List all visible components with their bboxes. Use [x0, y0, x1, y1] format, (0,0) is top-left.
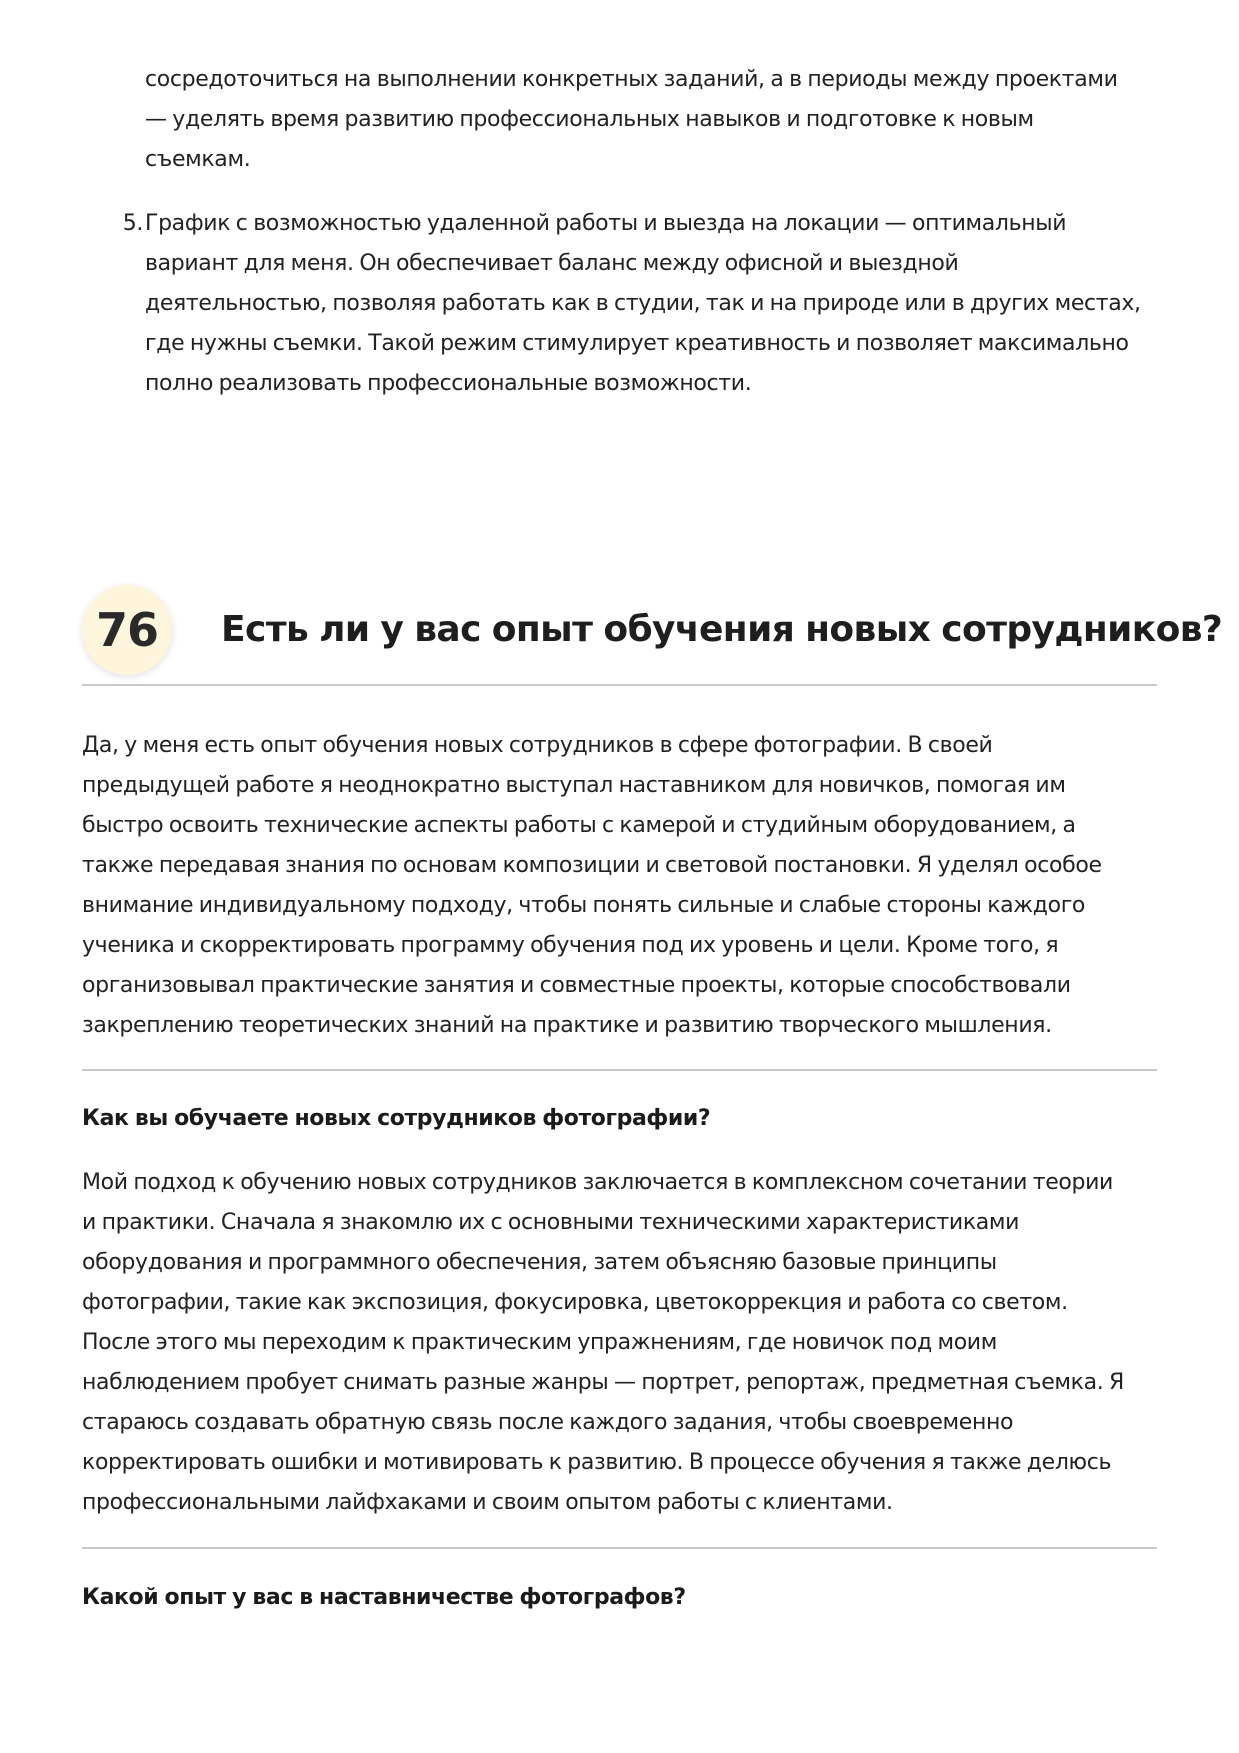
- text-line: фотографии, такие как экспозиция, фокусировка, цветокоррекция и работа со светом.: [82, 1290, 1068, 1315]
- question-number-badge: 76: [82, 585, 172, 675]
- list-number: 5.: [122, 211, 143, 236]
- text-line: Мой подход к обучению новых сотрудников заключается в комплексном сочетании теории: [82, 1170, 1114, 1195]
- text-line: ученика и скорректировать программу обучения под их уровень и цели. Кроме того, я: [82, 933, 1059, 958]
- text-line: закреплению теоретических знаний на практике и развитию творческого мышления.: [82, 1013, 1052, 1038]
- text-line: График с возможностью удаленной работы и выезда на локации — оптимальный: [145, 211, 1067, 236]
- text-line: также передавая знания по основам композиции и световой постановки. Я уделял особое: [82, 853, 1102, 878]
- text-line: вариант для меня. Он обеспечивает баланс между офисной и выездной: [145, 251, 959, 276]
- text-line: и практики. Сначала я знакомлю их с основными техническими характеристиками: [82, 1210, 1020, 1235]
- section-divider: [82, 1547, 1157, 1549]
- text-line: полно реализовать профессиональные возможности.: [145, 371, 752, 396]
- text-line: — уделять время развитию профессиональных навыков и подготовке к новым: [145, 107, 1034, 132]
- answer-paragraph: [82, 726, 1162, 1046]
- text-line: оборудования и программного обеспечения, затем объясняю базовые принципы: [82, 1250, 997, 1275]
- sub-question-title: Как вы обучаете новых сотрудников фотографии?: [82, 1106, 711, 1131]
- list-item-continuation: [145, 60, 1155, 180]
- text-line: стараюсь создавать обратную связь после каждого задания, чтобы своевременно: [82, 1410, 1014, 1435]
- text-line: профессиональными лайфхаками и своим опытом работы с клиентами.: [82, 1490, 893, 1515]
- text-line: После этого мы переходим к практическим упражнениям, где новичок под моим: [82, 1330, 998, 1355]
- list-item-5: [122, 204, 1155, 404]
- section-divider: [82, 1069, 1157, 1071]
- text-line: внимание индивидуальному подходу, чтобы понять сильные и слабые стороны каждого: [82, 893, 1086, 918]
- text-line: предыдущей работе я неоднократно выступал наставником для новичков, помогая им: [82, 773, 1066, 798]
- question-title: Есть ли у вас опыт обучения новых сотрудников?: [221, 609, 1223, 650]
- text-line: деятельностью, позволяя работать как в студии, так и на природе или в других местах,: [145, 291, 1141, 316]
- text-line: сосредоточиться на выполнении конкретных заданий, а в периоды между проектами: [145, 67, 1118, 92]
- question-divider: [82, 684, 1157, 686]
- text-line: корректировать ошибки и мотивировать к развитию. В процессе обучения я также делюсь: [82, 1450, 1112, 1475]
- text-line: Да, у меня есть опыт обучения новых сотрудников в сфере фотографии. В своей: [82, 733, 993, 758]
- text-line: организовывал практические занятия и совместные проекты, которые способствовали: [82, 973, 1071, 998]
- text-line: съемкам.: [145, 147, 251, 172]
- text-line: где нужны съемки. Такой режим стимулирует креативность и позволяет максимально: [145, 331, 1129, 356]
- question-header: [82, 585, 1223, 681]
- sub-question-answer: [82, 1163, 1162, 1523]
- text-line: быстро освоить технические аспекты работы с камерой и студийным оборудованием, а: [82, 813, 1076, 838]
- text-line: наблюдением пробует снимать разные жанры — портрет, репортаж, предметная съемка. Я: [82, 1370, 1124, 1395]
- sub-question-title: Какой опыт у вас в наставничестве фотографов?: [82, 1585, 686, 1610]
